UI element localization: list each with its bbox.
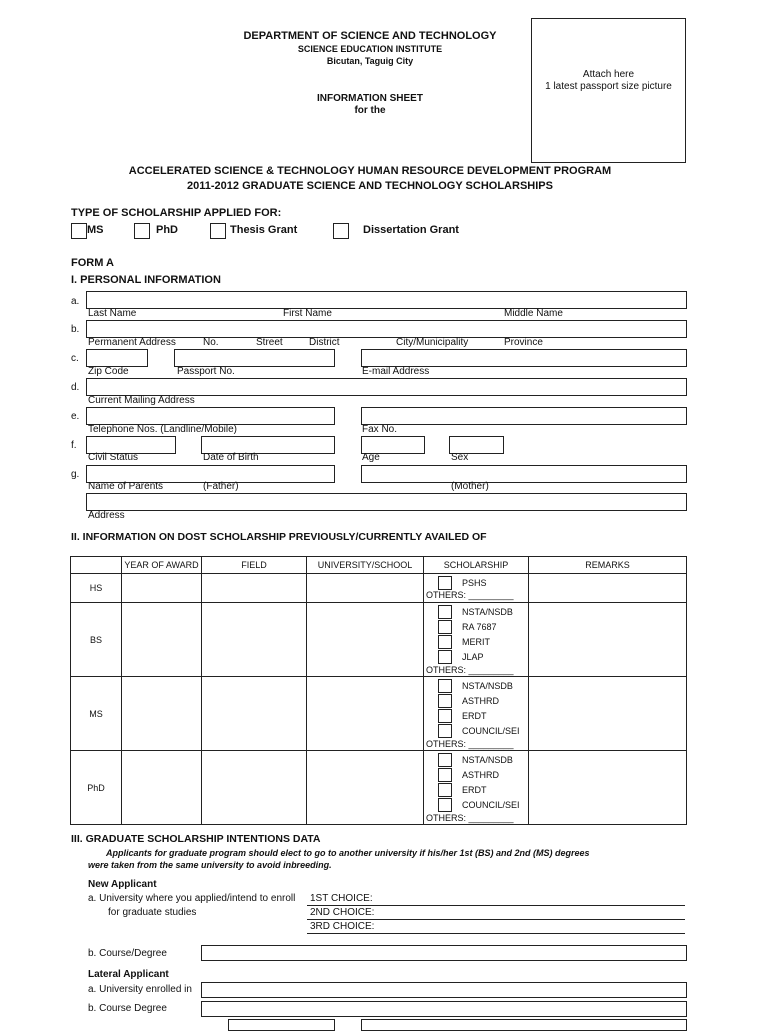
new-course-label: b. Course/Degree	[88, 948, 167, 959]
father-label: (Father)	[203, 481, 239, 492]
email-label: E-mail Address	[362, 366, 430, 377]
parents-address-label: Address	[88, 510, 125, 521]
permanent-address-field[interactable]	[86, 320, 687, 338]
scholarship-checkbox[interactable]	[438, 605, 452, 619]
others-field[interactable]: OTHERS: _________	[426, 812, 514, 823]
scholarship-history-table	[70, 556, 687, 825]
scholarship-cell	[424, 574, 529, 603]
scholarship-option-label: COUNCIL/SEI	[462, 800, 520, 810]
scholarship-cell	[424, 751, 529, 825]
table-row-bs	[71, 603, 687, 677]
thesis-grant-label: Thesis Grant	[230, 224, 298, 236]
second-choice-line[interactable]	[307, 919, 685, 920]
field-cell[interactable]	[202, 574, 307, 603]
scholarship-option-label: ASTHRD	[462, 696, 500, 706]
photo-instruction-1: Attach here	[582, 69, 635, 80]
telephone-field[interactable]	[86, 407, 335, 425]
ms-checkbox[interactable]	[71, 223, 87, 239]
new-course-field[interactable]	[201, 945, 687, 961]
program-year: 2011-2012 GRADUATE SCIENCE AND TECHNOLOGY SCHOLARSHIPS	[187, 180, 553, 192]
passport-no-label: Passport No.	[177, 366, 235, 377]
lateral-university-label: a. University enrolled in	[88, 984, 192, 995]
sheet-subtitle: for the	[354, 105, 386, 116]
others-field[interactable]: OTHERS: _________	[426, 738, 514, 749]
row-g-label: g.	[71, 469, 80, 480]
scholarship-option-label: NSTA/NSDB	[462, 755, 513, 765]
scholarship-option	[424, 724, 528, 739]
university-cell[interactable]	[307, 574, 424, 603]
row-f-label: f.	[71, 440, 77, 451]
third-choice-line[interactable]	[307, 933, 685, 934]
telephone-label: Telephone Nos. (Landline/Mobile)	[88, 424, 237, 435]
year-cell[interactable]	[122, 677, 202, 751]
scholarship-option-label: MERIT	[462, 637, 490, 647]
scholarship-option-label: NSTA/NSDB	[462, 607, 513, 617]
personal-info-heading: I. PERSONAL INFORMATION	[71, 274, 221, 286]
scholarship-checkbox[interactable]	[438, 724, 452, 738]
column-header-university: UNIVERSITY/SCHOOL	[307, 557, 424, 574]
remarks-cell[interactable]	[529, 603, 687, 677]
department-title: DEPARTMENT OF SCIENCE AND TECHNOLOGY	[243, 30, 497, 42]
second-choice-label: 2ND CHOICE:	[310, 907, 375, 918]
column-header	[71, 557, 122, 574]
scholarship-checkbox[interactable]	[438, 576, 452, 590]
scholarship-option-label: JLAP	[462, 652, 484, 662]
form-label: FORM A	[71, 257, 114, 269]
table-row-phd	[71, 751, 687, 825]
remarks-cell[interactable]	[529, 677, 687, 751]
intentions-note-1: Applicants for graduate program should elect to go to another university if his/her 1st (BS) and 2nd (MS) degrees	[106, 848, 590, 858]
university-cell[interactable]	[307, 603, 424, 677]
scholarship-option	[424, 679, 528, 694]
university-cell[interactable]	[307, 677, 424, 751]
year-cell[interactable]	[122, 751, 202, 825]
scholarship-checkbox[interactable]	[438, 753, 452, 767]
first-choice-label: 1ST CHOICE:	[310, 893, 373, 904]
street-label: Street	[256, 337, 283, 348]
address-no-label: No.	[203, 337, 219, 348]
scholarship-option	[424, 694, 528, 709]
partial-field-left[interactable]	[228, 1019, 335, 1031]
partial-field-right[interactable]	[361, 1019, 687, 1031]
field-cell[interactable]	[202, 677, 307, 751]
column-header-remarks: REMARKS	[529, 557, 687, 574]
field-cell[interactable]	[202, 751, 307, 825]
scholarship-checkbox[interactable]	[438, 768, 452, 782]
city-label: City/Municipality	[396, 337, 469, 348]
scholarship-option	[424, 753, 528, 768]
remarks-cell[interactable]	[529, 574, 687, 603]
intentions-note-2: were taken from the same university to avoid inbreeding.	[88, 860, 332, 870]
sex-label: Sex	[451, 452, 469, 463]
thesis-grant-checkbox[interactable]	[210, 223, 226, 239]
scholarship-option	[424, 768, 528, 783]
scholarship-option	[424, 605, 528, 620]
new-university-label: a. University where you applied/intend to enroll	[88, 893, 296, 904]
row-b-label: b.	[71, 324, 80, 335]
phd-label: PhD	[156, 224, 178, 236]
scholarship-checkbox[interactable]	[438, 679, 452, 693]
scholarship-option-label: RA 7687	[462, 622, 497, 632]
ms-label: MS	[87, 224, 104, 236]
column-header-year: YEAR OF AWARD	[122, 557, 202, 574]
scholarship-cell	[424, 603, 529, 677]
phd-checkbox[interactable]	[134, 223, 150, 239]
new-university-label-2: for graduate studies	[108, 907, 197, 918]
university-cell[interactable]	[307, 751, 424, 825]
scholarship-checkbox[interactable]	[438, 650, 452, 664]
permanent-address-label: Permanent Address	[88, 337, 176, 348]
scholarship-option	[424, 709, 528, 724]
lateral-course-field[interactable]	[201, 1001, 687, 1017]
row-c-label: c.	[71, 353, 79, 364]
parents-label: Name of Parents	[88, 481, 164, 492]
zip-code-label: Zip Code	[88, 366, 129, 377]
row-d-label: d.	[71, 382, 80, 393]
scholarship-checkbox[interactable]	[438, 798, 452, 812]
column-header-field: FIELD	[202, 557, 307, 574]
scholarship-option	[424, 576, 528, 590]
scholarship-option	[424, 635, 528, 650]
column-header-scholarship: SCHOLARSHIP	[424, 557, 529, 574]
remarks-cell[interactable]	[529, 751, 687, 825]
scholarship-option-label: COUNCIL/SEI	[462, 726, 520, 736]
scholarship-checkbox[interactable]	[438, 709, 452, 723]
field-cell[interactable]	[202, 603, 307, 677]
full-name-field[interactable]	[86, 291, 687, 309]
level-cell: BS	[71, 603, 122, 677]
others-field[interactable]: OTHERS: _________	[426, 590, 514, 600]
institute-location: Bicutan, Taguig City	[326, 56, 414, 66]
scholarship-checkbox[interactable]	[438, 694, 452, 708]
scholarship-option	[424, 650, 528, 665]
mailing-address-field[interactable]	[86, 378, 687, 396]
scholarship-cell	[424, 677, 529, 751]
level-cell: HS	[71, 574, 122, 603]
table-row-ms	[71, 677, 687, 751]
photo-instruction-2: 1 latest passport size picture	[545, 81, 672, 92]
dissertation-grant-label: Dissertation Grant	[363, 224, 459, 236]
new-applicant-heading: New Applicant	[88, 879, 157, 890]
sheet-title: INFORMATION SHEET	[317, 93, 423, 104]
lateral-applicant-heading: Lateral Applicant	[88, 969, 169, 980]
zip-code-field[interactable]	[86, 349, 148, 367]
lateral-university-field[interactable]	[201, 982, 687, 998]
scholarship-option	[424, 798, 528, 813]
civil-status-label: Civil Status	[88, 452, 139, 463]
first-name-label: First Name	[283, 308, 332, 319]
row-e-label: e.	[71, 411, 80, 422]
mailing-address-label: Current Mailing Address	[88, 395, 195, 406]
scholarship-option-label: ERDT	[462, 785, 487, 795]
scholarship-history-heading: II. INFORMATION ON DOST SCHOLARSHIP PREVIOUSLY/CURRENTLY AVAILED OF	[71, 531, 487, 543]
middle-name-label: Middle Name	[504, 308, 563, 319]
province-label: Province	[504, 337, 543, 348]
last-name-label: Last Name	[88, 308, 137, 319]
fax-field[interactable]	[361, 407, 687, 425]
row-a-label: a.	[71, 296, 80, 307]
passport-photo-box[interactable]	[531, 18, 686, 163]
date-of-birth-label: Date of Birth	[203, 452, 259, 463]
scholarship-option-label: PSHS	[462, 578, 487, 588]
district-label: District	[309, 337, 340, 348]
age-label: Age	[362, 452, 380, 463]
scholarship-option-label: NSTA/NSDB	[462, 681, 513, 691]
scholarship-checkbox[interactable]	[438, 620, 452, 634]
passport-no-field[interactable]	[174, 349, 335, 367]
program-title: ACCELERATED SCIENCE & TECHNOLOGY HUMAN RESOURCE DEVELOPMENT PROGRAM	[128, 165, 612, 177]
scholarship-option-label: ERDT	[462, 711, 487, 721]
scholarship-option	[424, 783, 528, 798]
table-row-hs	[71, 574, 687, 603]
intentions-heading: III. GRADUATE SCHOLARSHIP INTENTIONS DATA	[71, 833, 321, 845]
year-cell[interactable]	[122, 603, 202, 677]
email-field[interactable]	[361, 349, 687, 367]
others-field[interactable]: OTHERS: _________	[426, 664, 514, 675]
scholarship-option	[424, 620, 528, 635]
fax-label: Fax No.	[362, 424, 398, 435]
first-choice-line[interactable]	[307, 905, 685, 906]
dissertation-grant-checkbox[interactable]	[333, 223, 349, 239]
institute-name: SCIENCE EDUCATION INSTITUTE	[297, 44, 443, 54]
mother-name-field[interactable]	[361, 465, 687, 483]
table-header-row	[71, 557, 687, 574]
scholarship-checkbox[interactable]	[438, 635, 452, 649]
level-cell: PhD	[71, 751, 122, 825]
lateral-course-label: b. Course Degree	[88, 1003, 167, 1014]
year-cell[interactable]	[122, 574, 202, 603]
scholarship-type-heading: TYPE OF SCHOLARSHIP APPLIED FOR:	[71, 207, 282, 219]
scholarship-option-label: ASTHRD	[462, 770, 500, 780]
level-cell: MS	[71, 677, 122, 751]
scholarship-checkbox[interactable]	[438, 783, 452, 797]
parents-address-field[interactable]	[86, 493, 687, 511]
mother-label: (Mother)	[451, 481, 489, 492]
third-choice-label: 3RD CHOICE:	[310, 921, 375, 932]
